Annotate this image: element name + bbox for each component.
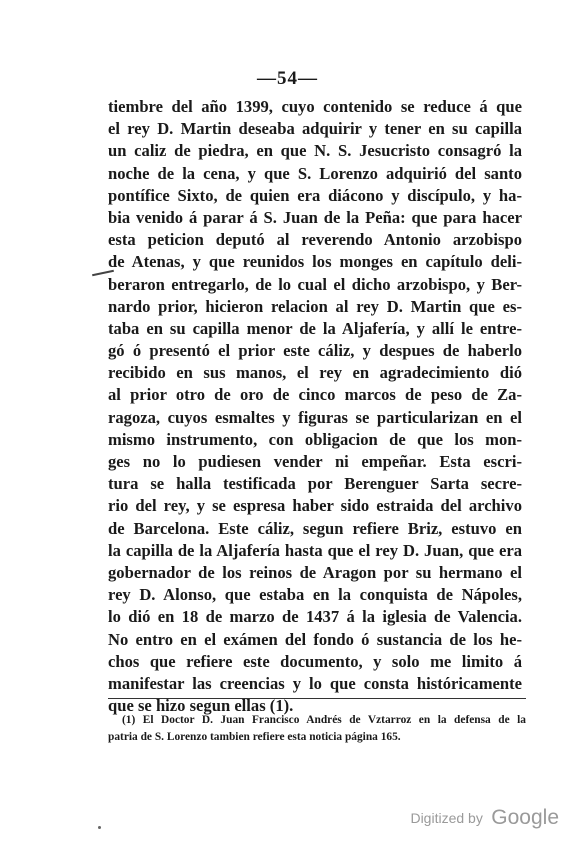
text-line: al prior otro de oro de cinco marcos de peso de Za- bbox=[108, 385, 522, 405]
text-line: rey D. Alonso, que estaba en la conquista de Nápoles, bbox=[108, 585, 522, 605]
text-line: de Atenas, y que reunidos los monges en capítulo deli- bbox=[108, 252, 522, 272]
footnote-divider bbox=[108, 698, 526, 699]
text-line: esta peticion deputó al reverendo Antonio arzobispo bbox=[108, 230, 522, 250]
text-line: tura se halla testificada por Berenguer Sarta secre- bbox=[108, 474, 522, 494]
digitization-watermark bbox=[410, 806, 559, 830]
text-line: recibido en sus manos, el rey en agradecimiento dió bbox=[108, 363, 522, 383]
text-line: que se hizo segun ellas (1). bbox=[108, 696, 294, 716]
text-line: manifestar las creencias y lo que consta históricamente bbox=[108, 673, 522, 693]
text-line: taba en su capilla menor de la Aljafería, y allí le entre- bbox=[108, 318, 522, 338]
footnote-line: (1) El Doctor D. Juan Francisco Andrés de Vztarroz en la defensa de la bbox=[122, 714, 526, 726]
text-line: de Barcelona. Este cáliz, segun refiere Briz, estuvo en bbox=[108, 518, 522, 538]
text-line: No entro en el exámen del fondo ó sustancia de los he- bbox=[108, 629, 522, 649]
text-line: el rey D. Martin deseaba adquirir y tener en su capilla bbox=[108, 119, 522, 139]
page-number: —54— bbox=[257, 68, 318, 89]
watermark-brand: Google bbox=[491, 806, 559, 829]
text-line: nardo prior, hicieron relacion al rey D. Martin que es- bbox=[108, 296, 522, 316]
text-line: noche de la cena, y que S. Lorenzo adquirió del santo bbox=[108, 163, 522, 183]
text-line: tiembre del año 1399, cuyo contenido se reduce á que bbox=[108, 97, 522, 116]
text-line: chos que refiere este documento, y solo me limito á bbox=[108, 651, 522, 671]
text-line: gó ó presentó el prior este cáliz, y despues de haberlo bbox=[108, 341, 522, 361]
footnote-line: patria de S. Lorenzo tambien refiere esta noticia página 165. bbox=[108, 730, 401, 743]
text-line: un caliz de piedra, en que N. S. Jesucristo consagró la bbox=[108, 141, 522, 161]
text-line: gobernador de los reinos de Aragon por su hermano el bbox=[108, 562, 522, 582]
footnote bbox=[108, 712, 526, 745]
ink-speck bbox=[98, 826, 101, 829]
text-line: lo dió en 18 de marzo de 1437 á la iglesia de Valencia. bbox=[108, 607, 522, 627]
text-line: pontífice Sixto, de quien era diácono y discípulo, y ha- bbox=[108, 185, 522, 205]
text-line: rio del rey, y se espresa haber sido estraida del archivo bbox=[108, 496, 522, 516]
text-line: ragoza, cuyos esmaltes y figuras se particularizan en el bbox=[108, 407, 522, 427]
text-line: mismo instrumento, con obligacion de que los mon- bbox=[108, 429, 522, 449]
watermark-prefix: Digitized by bbox=[410, 810, 483, 826]
text-line: ges no lo pudiesen vender ni empeñar. Esta escri- bbox=[108, 452, 522, 471]
text-line: bia venido á parar á S. Juan de la Peña: que para hacer bbox=[108, 207, 522, 227]
body-text bbox=[108, 96, 522, 717]
text-line: beraron entregarlo, de lo cual el dicho arzobispo, y Ber- bbox=[108, 274, 522, 294]
text-line: la capilla de la Aljafería hasta que el rey D. Juan, que era bbox=[108, 540, 522, 560]
